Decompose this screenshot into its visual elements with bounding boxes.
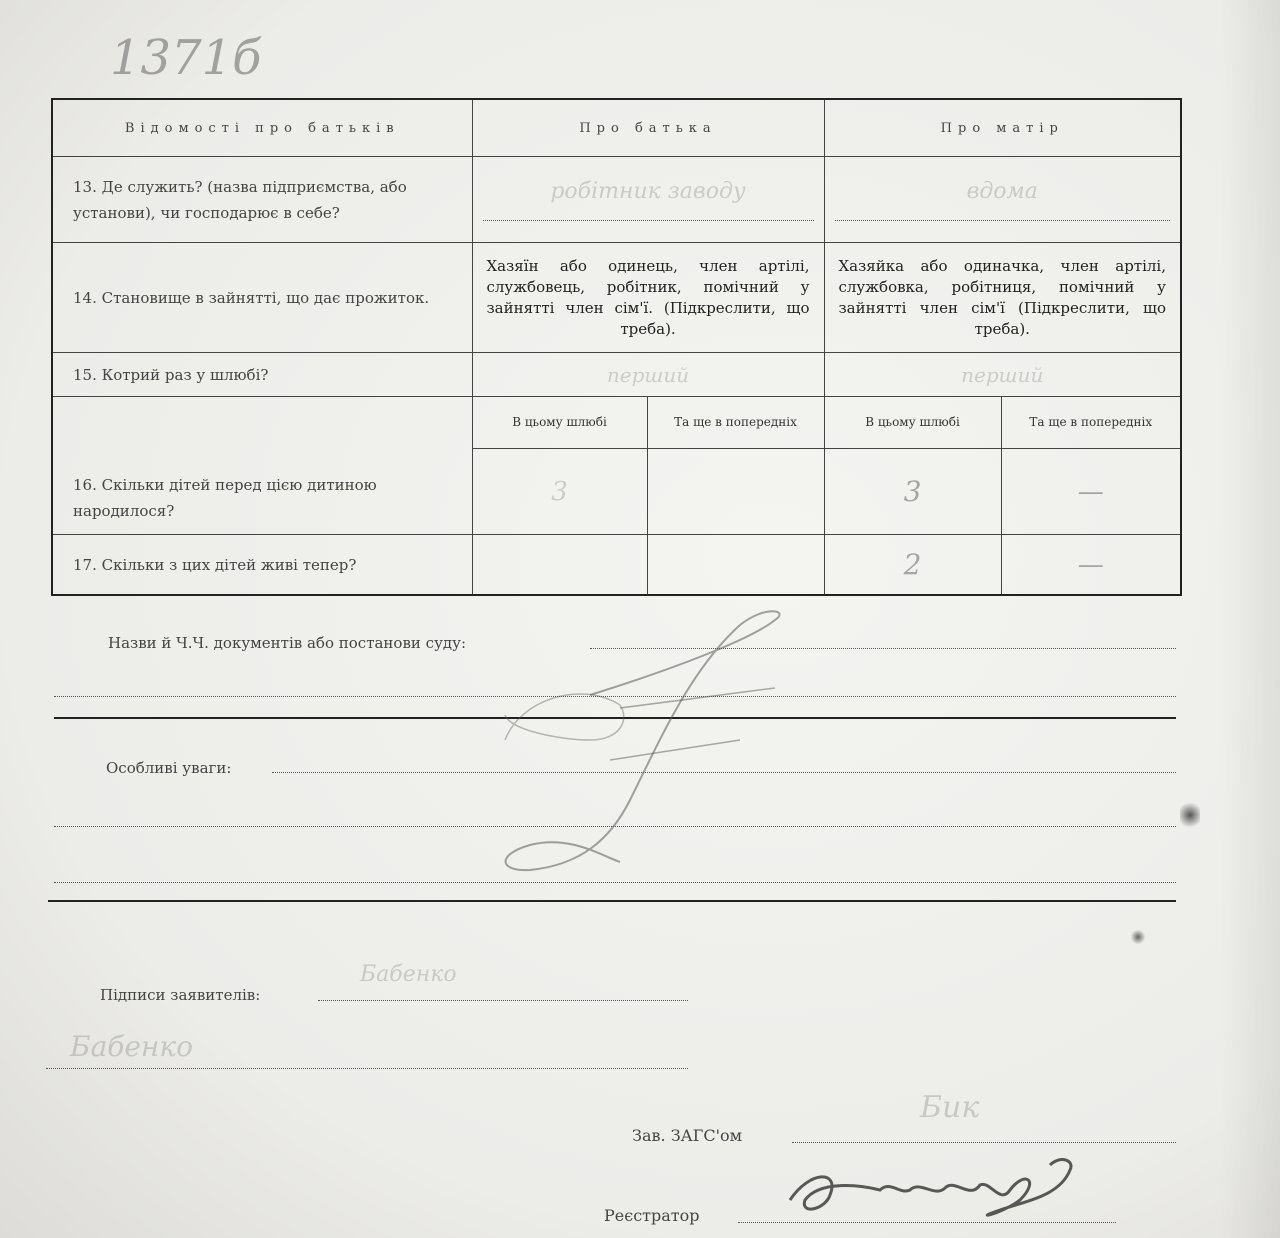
question-17: 17. Скільки з цих дітей живі тепер?	[52, 535, 472, 595]
header-mother: Про матір	[824, 99, 1181, 157]
head-registry-label: Зав. ЗАГС'ом	[632, 1126, 743, 1145]
answer-17-father-this	[472, 535, 647, 595]
documents-label: Назви й Ч.Ч. документів або постанови суду:	[108, 634, 467, 652]
head-registry-line	[792, 1142, 1176, 1143]
page-edge-shadow	[1220, 0, 1280, 1238]
archive-number: 1371б	[110, 30, 262, 86]
answer-16-mother-previous: —	[1001, 449, 1181, 535]
applicant-signature-2: Бабенко	[70, 1030, 193, 1063]
applicants-signature-label: Підписи заявителів:	[100, 986, 261, 1004]
answer-16-father-previous	[647, 449, 824, 535]
answer-13-father	[472, 157, 824, 243]
applicants-line-1	[318, 1000, 688, 1001]
dotted-line	[835, 220, 1171, 221]
applicants-line-2	[46, 1068, 688, 1069]
cancel-stroke-mark	[490, 600, 790, 890]
header-info: Відомості про батьків	[52, 99, 472, 157]
answer-17-father-previous	[647, 535, 824, 595]
dotted-line	[483, 220, 814, 221]
remarks-label: Особливі уваги:	[106, 759, 232, 777]
registrar-signature	[770, 1150, 1100, 1230]
subheader-previous-father: Та ще в попередніх	[647, 397, 824, 449]
answer-13-mother	[824, 157, 1181, 243]
answer-17-mother-this: 2	[824, 535, 1001, 595]
head-signature: Бик	[920, 1090, 980, 1125]
answer-15-mother: перший	[824, 353, 1181, 397]
question-15: 15. Котрий раз у шлюбі?	[52, 353, 472, 397]
answer-13-father-text: робітник заводу	[550, 178, 746, 204]
answer-16-father-this: 3	[472, 449, 647, 535]
subheader-previous-mother: Та ще в попередніх	[1001, 397, 1181, 449]
header-father: Про батька	[472, 99, 824, 157]
answer-15-father: перший	[472, 353, 824, 397]
question-13: 13. Де служить? (назва підприємства, або установи), чи господарює в себе?	[52, 157, 472, 243]
subheader-this-marriage-father: В цьому шлюбі	[472, 397, 647, 449]
binder-hole	[1180, 800, 1200, 830]
answer-17-mother-previous: —	[1001, 535, 1181, 595]
question-14: 14. Становище в зайнятті, що дає прожиток.	[52, 243, 472, 353]
parents-info-table	[51, 98, 1182, 596]
subheader-this-marriage-mother: В цьому шлюбі	[824, 397, 1001, 449]
answer-13-mother-text: вдома	[966, 178, 1038, 204]
registrar-label: Реєстратор	[604, 1206, 700, 1225]
option-14-father: Хазяїн або одинець, член артілі, службовець, робітник, помічний у зайнятті член сім'ї. (Підкреслити, що треба).	[472, 243, 824, 353]
binder-hole	[1130, 930, 1146, 944]
question-16: 16. Скільки дітей перед цією дитиною народилося?	[52, 397, 472, 535]
applicant-signature-1: Бабенко	[360, 962, 457, 987]
answer-16-mother-this: 3	[824, 449, 1001, 535]
section-divider	[48, 900, 1176, 902]
option-14-mother: Хазяйка або одиначка, член артілі, службовка, робітниця, помічний у зайнятті член сім'ї (Підкреслити, що треба).	[824, 243, 1181, 353]
